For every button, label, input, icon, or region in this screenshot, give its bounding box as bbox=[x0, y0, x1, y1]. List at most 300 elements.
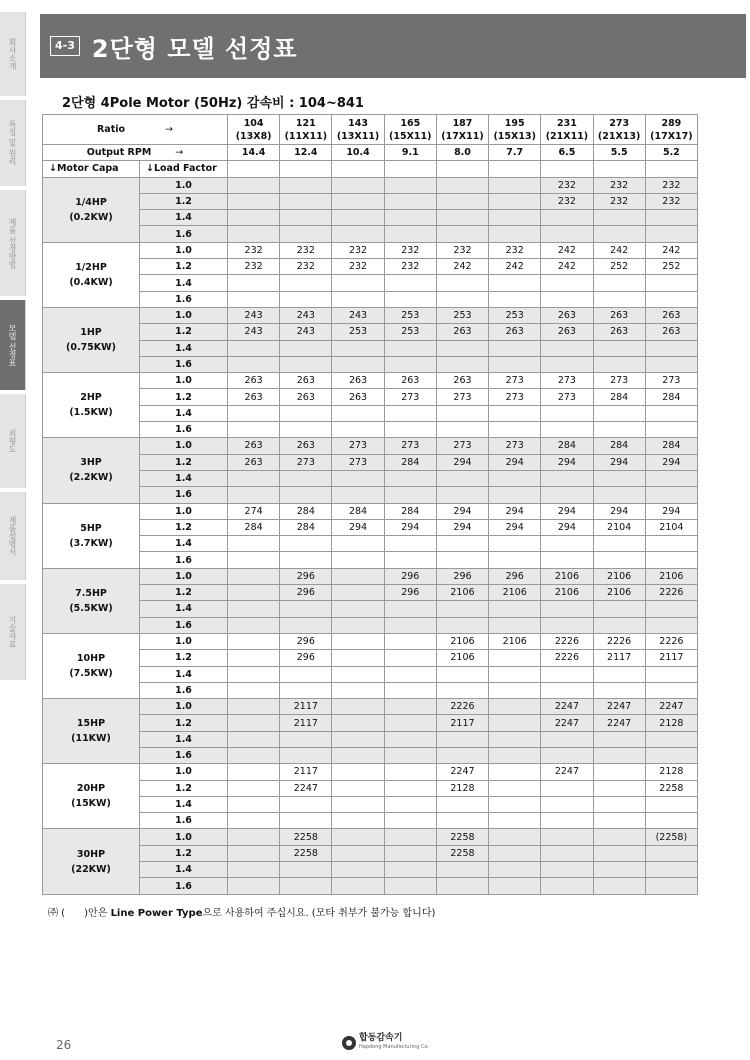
model-cell bbox=[228, 829, 280, 845]
model-cell: 2106 bbox=[489, 585, 541, 601]
model-cell bbox=[228, 682, 280, 698]
model-cell: 2128 bbox=[645, 764, 697, 780]
model-cell bbox=[384, 780, 436, 796]
model-cell bbox=[593, 291, 645, 307]
table-row bbox=[43, 568, 698, 584]
ratio-value: 231 bbox=[557, 117, 577, 129]
table-row bbox=[43, 780, 698, 796]
model-cell bbox=[436, 422, 488, 438]
table-row bbox=[43, 536, 698, 552]
model-cell bbox=[489, 780, 541, 796]
model-cell: 294 bbox=[436, 519, 488, 535]
motor-hp: 1HP bbox=[80, 327, 102, 339]
model-cell bbox=[541, 275, 593, 291]
load-factor-cell: 1.2 bbox=[140, 519, 228, 535]
side-tab-0[interactable] bbox=[0, 12, 26, 96]
model-cell: 2226 bbox=[541, 633, 593, 649]
load-factor-cell: 1.4 bbox=[140, 340, 228, 356]
model-cell: 2226 bbox=[593, 633, 645, 649]
side-tab-label: 회사소개 bbox=[8, 38, 17, 70]
model-cell: 2106 bbox=[541, 568, 593, 584]
load-factor-cell: 1.6 bbox=[140, 682, 228, 698]
load-factor-cell: 1.4 bbox=[140, 666, 228, 682]
model-cell: 273 bbox=[489, 373, 541, 389]
model-cell bbox=[332, 356, 384, 372]
load-factor-cell: 1.4 bbox=[140, 601, 228, 617]
model-cell bbox=[645, 552, 697, 568]
model-cell bbox=[332, 601, 384, 617]
model-cell bbox=[541, 878, 593, 894]
motor-kw: (0.4KW) bbox=[69, 276, 113, 288]
model-cell bbox=[280, 796, 332, 812]
model-cell: 2106 bbox=[436, 633, 488, 649]
model-cell bbox=[436, 862, 488, 878]
motor-capacity-cell bbox=[43, 764, 140, 829]
table-row bbox=[43, 552, 698, 568]
footnote-suffix: 으로 사용하여 주십시요. (모타 취부가 불가능 합니다) bbox=[202, 908, 436, 919]
model-cell: 273 bbox=[489, 438, 541, 454]
table-row bbox=[43, 242, 698, 258]
model-cell bbox=[489, 340, 541, 356]
model-cell: 284 bbox=[280, 519, 332, 535]
model-cell: 263 bbox=[228, 373, 280, 389]
model-cell bbox=[332, 193, 384, 209]
footnote bbox=[48, 904, 435, 919]
model-cell: 253 bbox=[384, 307, 436, 323]
model-cell bbox=[228, 633, 280, 649]
model-cell bbox=[228, 780, 280, 796]
model-cell: 296 bbox=[384, 585, 436, 601]
model-cell bbox=[228, 699, 280, 715]
model-cell bbox=[436, 796, 488, 812]
model-cell: 2247 bbox=[436, 764, 488, 780]
load-factor-cell: 1.4 bbox=[140, 275, 228, 291]
model-cell bbox=[436, 356, 488, 372]
model-cell bbox=[593, 210, 645, 226]
model-cell bbox=[332, 829, 384, 845]
model-cell bbox=[593, 878, 645, 894]
model-cell bbox=[489, 764, 541, 780]
model-cell bbox=[593, 764, 645, 780]
model-cell: 284 bbox=[332, 503, 384, 519]
empty-cell bbox=[593, 161, 645, 177]
table-row bbox=[43, 845, 698, 861]
model-cell: 294 bbox=[645, 454, 697, 470]
model-cell bbox=[593, 682, 645, 698]
model-cell bbox=[228, 845, 280, 861]
rpm-value: 7.7 bbox=[489, 145, 541, 161]
model-cell bbox=[280, 682, 332, 698]
model-cell bbox=[228, 747, 280, 763]
load-factor-cell: 1.0 bbox=[140, 829, 228, 845]
arrow-right-icon: → bbox=[175, 147, 184, 159]
model-cell bbox=[489, 650, 541, 666]
logo-subtitle: Hapdong Manufacturing Co. bbox=[359, 1044, 430, 1050]
model-cell bbox=[332, 862, 384, 878]
model-cell bbox=[489, 731, 541, 747]
model-cell: 284 bbox=[228, 519, 280, 535]
table-row bbox=[43, 259, 698, 275]
model-cell: 2247 bbox=[593, 699, 645, 715]
model-cell bbox=[593, 796, 645, 812]
ratio-value: 273 bbox=[609, 117, 630, 129]
model-cell bbox=[384, 422, 436, 438]
ratio-cell bbox=[541, 115, 593, 145]
footnote-prefix: ㈜ ( )안은 bbox=[48, 908, 111, 919]
model-cell: 263 bbox=[280, 438, 332, 454]
model-cell bbox=[384, 210, 436, 226]
model-cell bbox=[645, 796, 697, 812]
ratio-value: 289 bbox=[661, 117, 682, 129]
model-cell: 273 bbox=[332, 438, 384, 454]
footnote-bold: Line Power Type bbox=[110, 908, 203, 919]
rpm-label: Output RPM bbox=[86, 147, 152, 159]
table-row bbox=[43, 422, 698, 438]
model-cell bbox=[593, 487, 645, 503]
model-cell: 2226 bbox=[645, 633, 697, 649]
table-row bbox=[43, 585, 698, 601]
model-cell bbox=[489, 487, 541, 503]
model-cell: 232 bbox=[228, 259, 280, 275]
side-tab-6[interactable] bbox=[0, 584, 26, 680]
model-cell bbox=[645, 731, 697, 747]
model-cell bbox=[436, 193, 488, 209]
model-cell bbox=[645, 356, 697, 372]
model-cell bbox=[645, 617, 697, 633]
ratio-value: 104 bbox=[243, 117, 264, 129]
model-cell bbox=[228, 193, 280, 209]
model-cell bbox=[541, 813, 593, 829]
model-cell bbox=[228, 487, 280, 503]
empty-cell bbox=[645, 161, 697, 177]
model-cell bbox=[489, 226, 541, 242]
model-cell: 263 bbox=[228, 438, 280, 454]
load-factor-cell: 1.0 bbox=[140, 503, 228, 519]
section-badge: 4-3 bbox=[50, 36, 80, 56]
model-cell bbox=[384, 682, 436, 698]
ratio-stages: (15X11) bbox=[389, 130, 432, 142]
model-cell: 242 bbox=[645, 242, 697, 258]
load-factor-cell: 1.2 bbox=[140, 324, 228, 340]
load-factor-cell: 1.6 bbox=[140, 813, 228, 829]
table-row bbox=[43, 878, 698, 894]
model-cell: 2117 bbox=[645, 650, 697, 666]
model-cell bbox=[489, 813, 541, 829]
load-factor-cell: 1.4 bbox=[140, 470, 228, 486]
model-cell bbox=[384, 470, 436, 486]
motor-capacity-cell bbox=[43, 503, 140, 568]
model-cell: 2106 bbox=[645, 568, 697, 584]
side-tab-label: 특징 및 원리 bbox=[8, 120, 17, 166]
motor-hp: 5HP bbox=[80, 522, 102, 534]
model-cell: 263 bbox=[228, 389, 280, 405]
table-row bbox=[43, 682, 698, 698]
model-cell bbox=[541, 747, 593, 763]
load-factor-cell: 1.0 bbox=[140, 568, 228, 584]
motor-hp: 10HP bbox=[76, 653, 106, 664]
model-cell: 242 bbox=[541, 259, 593, 275]
load-factor-cell: 1.6 bbox=[140, 552, 228, 568]
model-cell bbox=[541, 552, 593, 568]
model-cell bbox=[280, 210, 332, 226]
model-cell: 2104 bbox=[645, 519, 697, 535]
model-selection-table bbox=[42, 114, 698, 895]
table-row bbox=[43, 666, 698, 682]
table-row bbox=[43, 275, 698, 291]
model-cell: 2106 bbox=[593, 585, 645, 601]
model-cell bbox=[228, 275, 280, 291]
side-tab-label: 제품 선정방법 bbox=[8, 217, 17, 269]
model-cell: 2258 bbox=[436, 845, 488, 861]
ratio-cell bbox=[436, 115, 488, 145]
model-cell: 243 bbox=[280, 307, 332, 323]
empty-cell bbox=[332, 161, 384, 177]
load-factor-cell: 1.6 bbox=[140, 747, 228, 763]
model-cell bbox=[489, 715, 541, 731]
load-factor-cell: 1.2 bbox=[140, 389, 228, 405]
model-cell: 263 bbox=[541, 324, 593, 340]
model-cell bbox=[332, 340, 384, 356]
model-cell bbox=[280, 226, 332, 242]
model-cell: 2258 bbox=[280, 845, 332, 861]
model-cell bbox=[436, 226, 488, 242]
table-row bbox=[43, 340, 698, 356]
model-cell: 2247 bbox=[280, 780, 332, 796]
model-cell bbox=[436, 487, 488, 503]
model-cell: 296 bbox=[280, 633, 332, 649]
model-cell: 273 bbox=[384, 389, 436, 405]
model-cell bbox=[541, 470, 593, 486]
model-cell: 294 bbox=[541, 454, 593, 470]
load-factor-cell: 1.6 bbox=[140, 487, 228, 503]
rpm-value: 14.4 bbox=[228, 145, 280, 161]
table-row bbox=[43, 356, 698, 372]
model-cell bbox=[436, 813, 488, 829]
side-tab-label: 기술자료 bbox=[8, 616, 17, 648]
model-cell: 2128 bbox=[645, 715, 697, 731]
table-row bbox=[43, 307, 698, 323]
model-cell: 263 bbox=[436, 373, 488, 389]
side-tab-label: 모델 선정표 bbox=[8, 323, 17, 367]
model-cell: 2258 bbox=[436, 829, 488, 845]
model-cell bbox=[228, 405, 280, 421]
model-cell bbox=[645, 487, 697, 503]
side-tab-label: 외형도 bbox=[8, 429, 17, 453]
ratio-cell bbox=[489, 115, 541, 145]
model-cell bbox=[541, 796, 593, 812]
model-cell: 284 bbox=[593, 389, 645, 405]
model-cell bbox=[384, 617, 436, 633]
model-cell bbox=[332, 275, 384, 291]
model-cell bbox=[645, 862, 697, 878]
model-cell bbox=[228, 552, 280, 568]
ratio-stages: (11X11) bbox=[284, 130, 328, 142]
model-cell bbox=[645, 210, 697, 226]
load-factor-cell: 1.6 bbox=[140, 878, 228, 894]
model-cell bbox=[280, 470, 332, 486]
model-cell bbox=[228, 585, 280, 601]
load-factor-cell: 1.2 bbox=[140, 193, 228, 209]
model-cell bbox=[489, 862, 541, 878]
ratio-cell bbox=[384, 115, 436, 145]
company-logo bbox=[342, 1034, 429, 1052]
table-row bbox=[43, 650, 698, 666]
ratio-header bbox=[43, 115, 228, 145]
model-cell bbox=[228, 764, 280, 780]
motor-hp: 15HP bbox=[76, 718, 106, 730]
model-cell: 263 bbox=[489, 324, 541, 340]
load-factor-cell: 1.2 bbox=[140, 650, 228, 666]
model-cell bbox=[645, 813, 697, 829]
ratio-value: 195 bbox=[504, 117, 525, 129]
model-cell bbox=[280, 487, 332, 503]
model-cell: 242 bbox=[489, 259, 541, 275]
ratio-label: Ratio bbox=[96, 124, 126, 135]
model-cell bbox=[228, 862, 280, 878]
model-cell: 263 bbox=[228, 454, 280, 470]
side-tab-4[interactable] bbox=[0, 394, 26, 488]
ratio-value: 187 bbox=[452, 117, 473, 129]
model-cell: 294 bbox=[489, 454, 541, 470]
model-cell: 2106 bbox=[541, 585, 593, 601]
table-row bbox=[43, 813, 698, 829]
model-cell bbox=[489, 829, 541, 845]
model-cell bbox=[332, 813, 384, 829]
ratio-cell bbox=[645, 115, 697, 145]
motor-hp: 7.5HP bbox=[75, 587, 107, 599]
load-factor-cell: 1.2 bbox=[140, 780, 228, 796]
model-cell bbox=[384, 193, 436, 209]
model-cell bbox=[332, 764, 384, 780]
motor-capacity-cell bbox=[43, 633, 140, 698]
model-cell: 294 bbox=[593, 503, 645, 519]
empty-cell bbox=[541, 161, 593, 177]
model-cell bbox=[332, 568, 384, 584]
model-cell bbox=[541, 340, 593, 356]
model-cell bbox=[593, 731, 645, 747]
motor-hp: 3HP bbox=[80, 457, 102, 469]
motor-hp: 1/4HP bbox=[75, 196, 107, 208]
model-cell: 232 bbox=[280, 259, 332, 275]
model-cell bbox=[384, 731, 436, 747]
model-cell bbox=[489, 617, 541, 633]
rpm-row bbox=[43, 145, 698, 161]
model-cell bbox=[280, 666, 332, 682]
table-row bbox=[43, 747, 698, 763]
model-cell bbox=[645, 666, 697, 682]
model-cell bbox=[280, 177, 332, 193]
model-cell: 273 bbox=[436, 438, 488, 454]
model-cell bbox=[384, 536, 436, 552]
model-cell: 2117 bbox=[280, 715, 332, 731]
side-tab-5[interactable] bbox=[0, 492, 26, 580]
load-factor-header: ↓Load Factor bbox=[140, 161, 228, 177]
load-factor-cell: 1.2 bbox=[140, 845, 228, 861]
model-cell: 273 bbox=[489, 389, 541, 405]
model-cell: 232 bbox=[280, 242, 332, 258]
motor-kw: (11KW) bbox=[71, 733, 111, 745]
model-cell: 273 bbox=[541, 373, 593, 389]
model-cell bbox=[541, 210, 593, 226]
motor-kw: (5.5KW) bbox=[69, 602, 113, 614]
table-subtitle: 2단형 4Pole Motor (50Hz) 감속비 : 104~841 bbox=[62, 96, 364, 111]
model-cell: 284 bbox=[593, 438, 645, 454]
empty-cell bbox=[228, 161, 280, 177]
model-cell bbox=[228, 177, 280, 193]
side-tab-3[interactable] bbox=[0, 300, 26, 390]
load-factor-cell: 1.0 bbox=[140, 242, 228, 258]
model-cell bbox=[436, 878, 488, 894]
motor-capacity-cell bbox=[43, 307, 140, 372]
side-tab-label: 제품설명서 bbox=[8, 516, 17, 556]
model-cell bbox=[332, 747, 384, 763]
side-tab-2[interactable] bbox=[0, 190, 26, 296]
model-cell: 263 bbox=[384, 373, 436, 389]
model-cell bbox=[332, 470, 384, 486]
load-factor-cell: 1.6 bbox=[140, 617, 228, 633]
model-cell: 232 bbox=[332, 259, 384, 275]
model-cell bbox=[280, 275, 332, 291]
model-cell bbox=[228, 731, 280, 747]
load-factor-cell: 1.6 bbox=[140, 422, 228, 438]
model-cell bbox=[384, 633, 436, 649]
motor-capacity-cell bbox=[43, 568, 140, 633]
load-factor-cell: 1.6 bbox=[140, 356, 228, 372]
model-cell bbox=[436, 536, 488, 552]
load-factor-cell: 1.6 bbox=[140, 291, 228, 307]
model-cell bbox=[332, 487, 384, 503]
model-cell bbox=[436, 617, 488, 633]
ratio-cell bbox=[332, 115, 384, 145]
table-row bbox=[43, 226, 698, 242]
table-row bbox=[43, 503, 698, 519]
model-cell: 263 bbox=[593, 324, 645, 340]
model-cell bbox=[541, 845, 593, 861]
model-cell: 2117 bbox=[436, 715, 488, 731]
model-cell bbox=[541, 780, 593, 796]
load-factor-cell: 1.0 bbox=[140, 438, 228, 454]
table-row bbox=[43, 601, 698, 617]
table-row bbox=[43, 487, 698, 503]
capa-header-row bbox=[43, 161, 698, 177]
model-cell bbox=[489, 470, 541, 486]
model-cell bbox=[645, 682, 697, 698]
model-cell bbox=[645, 405, 697, 421]
model-cell bbox=[645, 878, 697, 894]
model-cell bbox=[332, 422, 384, 438]
table-row bbox=[43, 389, 698, 405]
model-cell bbox=[541, 291, 593, 307]
model-cell bbox=[384, 764, 436, 780]
motor-capacity-cell bbox=[43, 242, 140, 307]
model-cell: 273 bbox=[332, 454, 384, 470]
model-cell: 232 bbox=[593, 177, 645, 193]
motor-capacity-cell bbox=[43, 829, 140, 894]
model-cell bbox=[384, 715, 436, 731]
model-cell: 243 bbox=[332, 307, 384, 323]
side-tab-1[interactable] bbox=[0, 100, 26, 186]
table-row bbox=[43, 454, 698, 470]
model-cell bbox=[645, 845, 697, 861]
model-cell bbox=[541, 682, 593, 698]
model-cell bbox=[228, 356, 280, 372]
model-cell: 273 bbox=[645, 373, 697, 389]
model-cell bbox=[332, 878, 384, 894]
ratio-value: 165 bbox=[400, 117, 421, 129]
model-cell bbox=[384, 813, 436, 829]
model-cell bbox=[593, 405, 645, 421]
motor-kw: (0.2KW) bbox=[69, 211, 113, 223]
